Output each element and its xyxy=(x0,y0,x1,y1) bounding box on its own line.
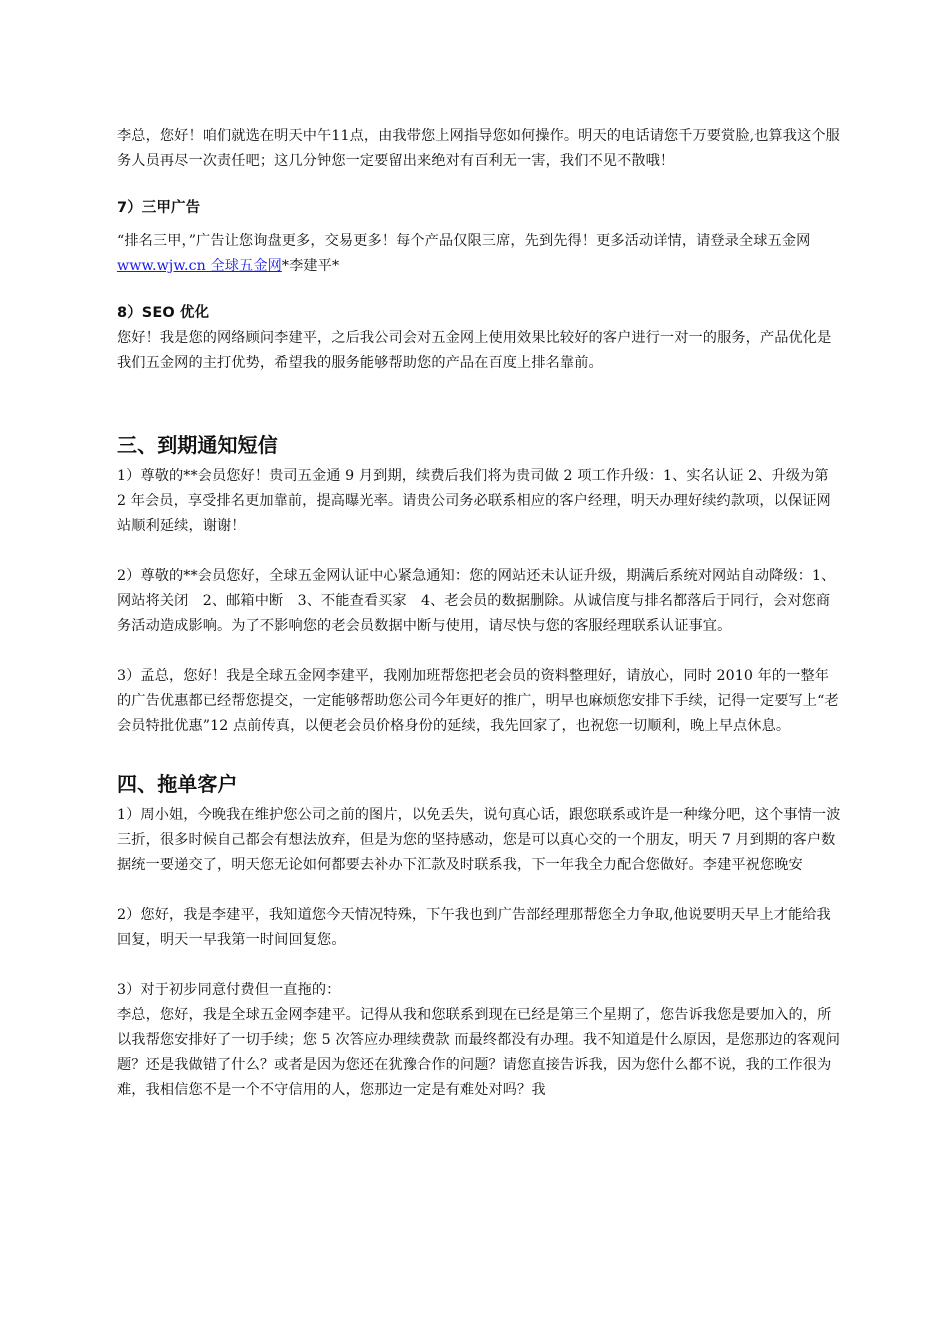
section3-title: 三、到期通知短信 xyxy=(117,433,278,457)
item7-heading: 7）三甲广告 xyxy=(117,200,201,216)
intro-paragraph: 李总，您好！咱们就选在明天中午11点，由我带您上网指导您如何操作。明天的电话请您千万要赏脸,也算我这个服务人员再尽一次责任吧；这几分钟您一定要留出来绝对有百利无一害，我们不见不散哦！ xyxy=(117,128,840,169)
item7-text-after: *李建平* xyxy=(281,258,340,274)
section4-item3-paragraph: 李总，您好，我是全球五金网李建平。记得从我和您联系到现在已经是第三个星期了，您告诉我您是要加入的，所以我帮您安排好了一切手续；您 5 次答应办理续费款 而最终都没有办理。我不知道是什么原因，是您那边的客观问题？还是我做错了什么？或者是因为您还在犹豫合作的问题？请您直接告诉我，因为您什么都不说，我的工作很为难，我相信您不是一个不守信用的人，您那边一定是有难处对吗？我 xyxy=(117,1007,841,1098)
section4-paragraph-2: 2）您好，我是李建平，我知道您今天情况特殊，下午我也到广告部经理那帮您全力争取,他说要明天早上才能给我回复，明天一早我第一时间回复您。 xyxy=(117,907,831,948)
item7-paragraph xyxy=(117,229,842,279)
document-page xyxy=(117,124,842,1103)
item8-heading: 8）SEO 优化 xyxy=(117,305,210,321)
section4-item3-heading: 3）对于初步同意付费但一直拖的： xyxy=(117,982,341,998)
section4-title: 四、拖单客户 xyxy=(117,772,238,796)
section3-paragraph-1: 1）尊敬的**会员您好！贵司五金通 9 月到期，续费后我们将为贵司做 2 项工作升级：1、实名认证 2、升级为第 2 年会员，享受排名更加靠前，提高曝光率。请贵公司务必联系相应的客户经理，明天办理好续约款项，以保证网站顺利延续，谢谢！ xyxy=(117,468,831,534)
section4-paragraph-1: 1）周小姐，今晚我在维护您公司之前的图片，以免丢失，说句真心话，跟您联系或许是一种缘分吧，这个事情一波三折，很多时候自己都会有想法放弃，但是为您的坚持感动，您是可以真心交的一个朋友，明天 7 月到期的客户数据统一要递交了，明天您无论如何都要去补办下汇款及时联系我，下一年我全力配合您做好。李建平祝您晚安 xyxy=(117,807,841,873)
item7-text-before: “排名三甲，”广告让您询盘更多，交易更多！每个产品仅限三席，先到先得！更多活动详情，请登录全球五金网 xyxy=(117,233,811,249)
item8-paragraph: 您好！我是您的网络顾问李建平，之后我公司会对五金网上使用效果比较好的客户进行一对一的服务，产品优化是我们五金网的主打优势，希望我的服务能够帮助您的产品在百度上排名靠前。 xyxy=(117,330,832,371)
section3-paragraph-3: 3）孟总，您好！我是全球五金网李建平，我刚加班帮您把老会员的资料整理好，请放心，同时 2010 年的一整年的广告优惠都已经帮您提交，一定能够帮助您公司今年更好的推广，明早也麻烦您安排下手续，记得一定要写上“老会员特批优惠”12 点前传真，以便老会员价格身份的延续，我先回家了，也祝您一切顺利，晚上早点休息。 xyxy=(117,668,839,734)
section3-paragraph-2: 2）尊敬的**会员您好，全球五金网认证中心紧急通知：您的网站还未认证升级，期满后系统对网站自动降级：1、网站将关闭 2、邮箱中断 3、不能查看买家 4、老会员的数据删除。从诚信度与排名都落后于同行，会对您商务活动造成影响。为了不影响您的老会员数据中断与使用，请尽快与您的客服经理联系认证事宜。 xyxy=(117,568,836,634)
wjw-link[interactable]: www.wjw.cn 全球五金网 xyxy=(117,258,282,274)
